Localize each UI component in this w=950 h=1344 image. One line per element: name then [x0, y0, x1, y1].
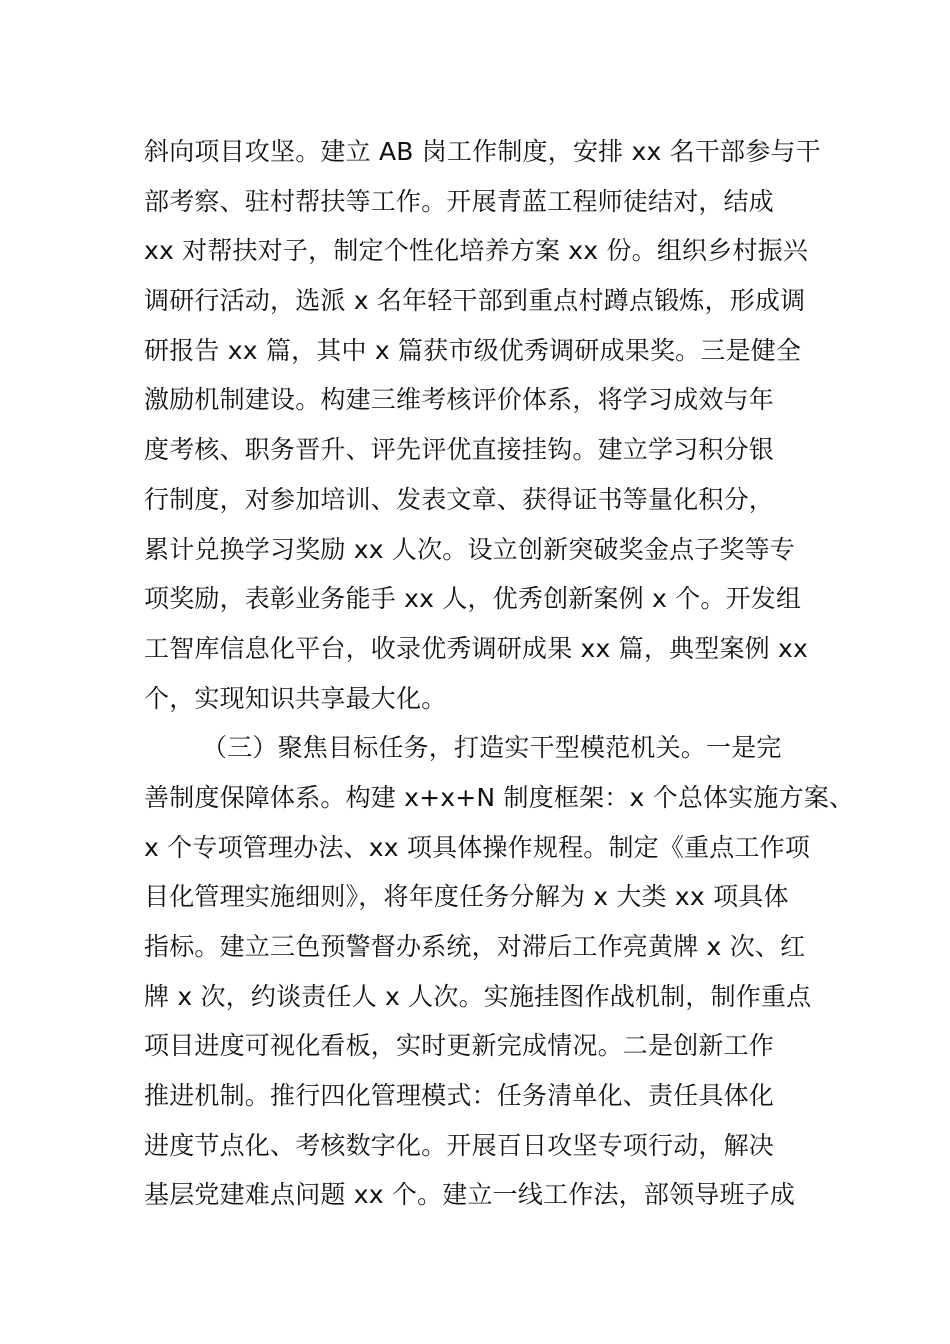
text-line: 部考察、驻村帮扶等工作。开展青蓝工程师徒结对，结成 — [144, 186, 775, 216]
text-line: 行制度，对参加培训、发表文章、获得证书等量化积分， — [144, 484, 775, 514]
text-line: 度考核、职务晋升、评先评优直接挂钩。建立学习积分银 — [144, 435, 775, 465]
text-line: 善制度保障体系。构建 x+x+N 制度框架：x 个总体实施方案、 — [144, 782, 855, 812]
text-line: 项奖励，表彰业务能手 xx 人，优秀创新案例 x 个。开发组 — [144, 584, 802, 614]
section-heading-line: （三）聚焦目标任务，打造实干型模范机关。一是完 — [202, 733, 782, 763]
text-line: 项目进度可视化看板，实时更新完成情况。二是创新工作 — [144, 1031, 775, 1061]
text-line: 调研行活动，选派 x 名年轻干部到重点村蹲点锻炼，形成调 — [144, 286, 806, 316]
text-line: x 个专项管理办法、xx 项具体操作规程。制定《重点工作项 — [144, 832, 811, 862]
text-line: 激励机制建设。构建三维考核评价体系，将学习成效与年 — [144, 385, 775, 415]
text-line: 牌 x 次，约谈责任人 x 人次。实施挂图作战机制，制作重点 — [144, 981, 812, 1011]
text-line: 斜向项目攻坚。建立 AB 岗工作制度，安排 xx 名干部参与干 — [144, 137, 821, 166]
text-line: 进度节点化、考核数字化。开展百日攻坚专项行动，解决 — [144, 1130, 775, 1160]
text-line: 推进机制。推行四化管理模式：任务清单化、责任具体化 — [144, 1081, 775, 1111]
text-line: 指标。建立三色预警督办系统，对滞后工作亮黄牌 x 次、红 — [144, 932, 806, 961]
text-line: 研报告 xx 篇，其中 x 篇获市级优秀调研成果奖。三是健全 — [144, 335, 802, 365]
text-line: 个，实现知识共享最大化。 — [144, 683, 447, 713]
body-text — [144, 127, 855, 1220]
text-line: 基层党建难点问题 xx 个。建立一线工作法，部领导班子成 — [144, 1180, 796, 1210]
text-line: 工智库信息化平台，收录优秀调研成果 xx 篇，典型案例 xx — [144, 633, 809, 663]
text-line: xx 对帮扶对子，制定个性化培养方案 xx 份。组织乡村振兴 — [144, 236, 809, 266]
text-line: 累计兑换学习奖励 xx 人次。设立创新突破奖金点子奖等专 — [144, 534, 796, 564]
text-line: 目化管理实施细则》，将年度任务分解为 x 大类 xx 项具体 — [144, 882, 789, 912]
